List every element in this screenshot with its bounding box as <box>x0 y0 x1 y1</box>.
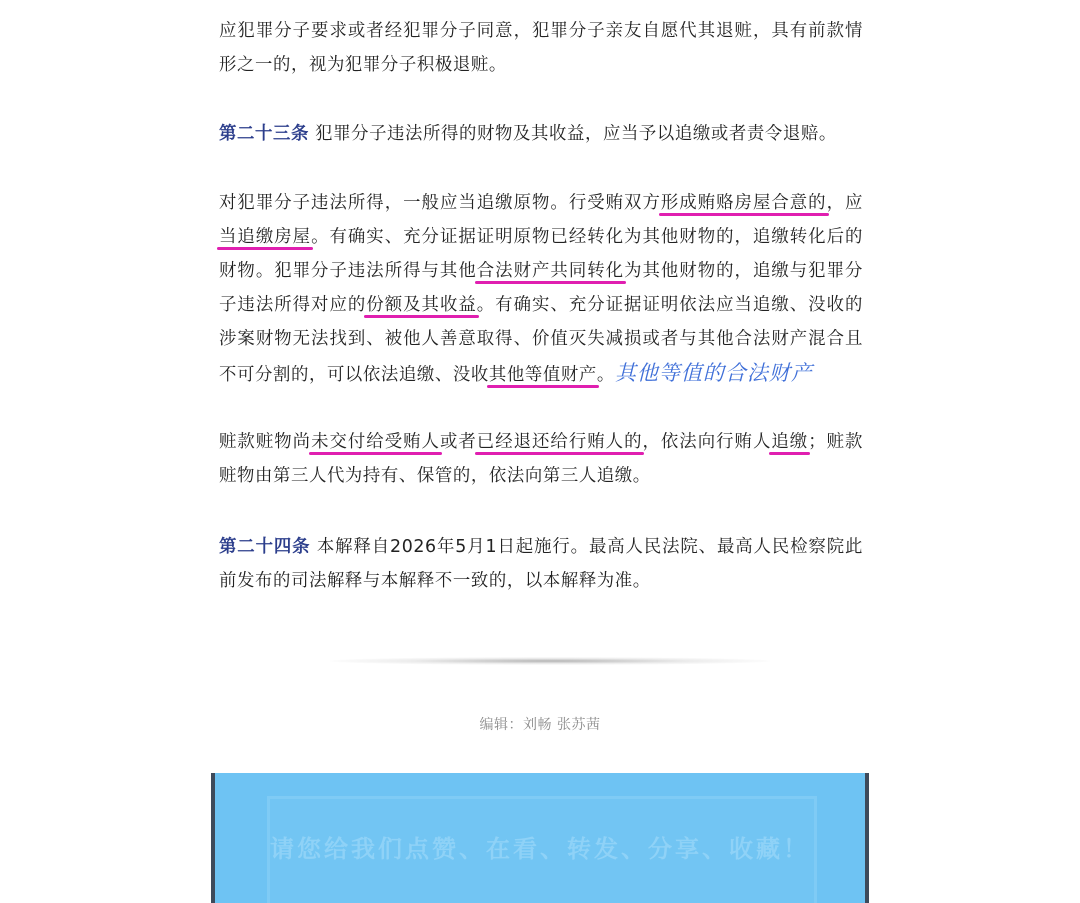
article-24-label: 第二十四条 <box>219 537 311 557</box>
highlight-joint-conversion: 合法财产共同转化 <box>476 261 625 281</box>
text-segment: 赃款赃物尚 <box>219 432 312 452</box>
paragraph-article-24 <box>219 530 863 598</box>
text-segment: ，依法向行贿人 <box>642 432 772 452</box>
text-segment: 。有确实、充分证据证明原物已经转化为其他财物的，追缴转化后的财物。犯罪分子违法所得与其他 <box>219 227 863 281</box>
article-23-text: 犯罪分子违法所得的财物及其收益，应当予以追缴或者责令退赔。 <box>308 124 837 144</box>
text-segment: 对犯罪分子违法所得，一般应当追缴原物。行受贿双方 <box>219 193 661 213</box>
section-divider <box>330 657 770 665</box>
text-segment: 。 <box>596 365 615 385</box>
highlight-recover: 追缴 <box>771 432 809 452</box>
highlight-bribe-house-consent: 形成贿赂房屋合意的 <box>660 193 827 213</box>
highlight-not-delivered: 未交付给受贿人 <box>311 432 440 452</box>
paragraph-article-23 <box>219 117 863 151</box>
text-segment: 为其他财物的，追缴与犯罪分子违法所得对应的 <box>219 261 863 315</box>
highlight-equivalent-property: 其他等值财产 <box>488 365 597 385</box>
text-segment: ；赃款赃物由第三人代为持有、保管的，依法向第三人追缴。 <box>219 432 864 486</box>
text-segment: ，应 <box>826 193 864 213</box>
highlight-recover-house: 当追缴房屋 <box>219 227 312 247</box>
handwritten-annotation: 其他等值的合法财产 <box>614 361 813 385</box>
article-23-label: 第二十三条 <box>219 124 309 144</box>
paragraph-undelivered-bribe <box>219 425 863 493</box>
paragraph-recovery-rules <box>219 186 863 392</box>
footer-banner-image[interactable] <box>211 773 869 903</box>
editor-credit: 编辑：刘畅 张苏茜 <box>479 717 601 733</box>
banner-text: 请您给我们点赞、在看、转发、分享、收藏！ <box>270 835 810 863</box>
highlight-share-and-gains: 份额及其收益 <box>366 295 477 315</box>
highlight-returned-to-briber: 已经退还给行贿人的 <box>476 432 643 452</box>
banner-background <box>215 773 865 903</box>
text-segment: 或者 <box>439 432 477 452</box>
paragraph-refund-voluntary <box>219 14 863 82</box>
paragraph-text: 应犯罪分子要求或者经犯罪分子同意，犯罪分子亲友自愿代其退赃，具有前款情形之一的，视为犯罪分子积极退赃。 <box>219 21 863 75</box>
text-segment: 。有确实、充分证据证明依法应当追缴、没收的涉案财物无法找到、被他人善意取得、价值灭失减损或者与其他合法财产混合且不可分割的，可以依法追缴、没收 <box>219 295 863 385</box>
article-24-text: 本解释自2026年5月1日起施行。最高人民法院、最高人民检察院此前发布的司法解释与本解释不一致的，以本解释为准。 <box>219 537 863 591</box>
